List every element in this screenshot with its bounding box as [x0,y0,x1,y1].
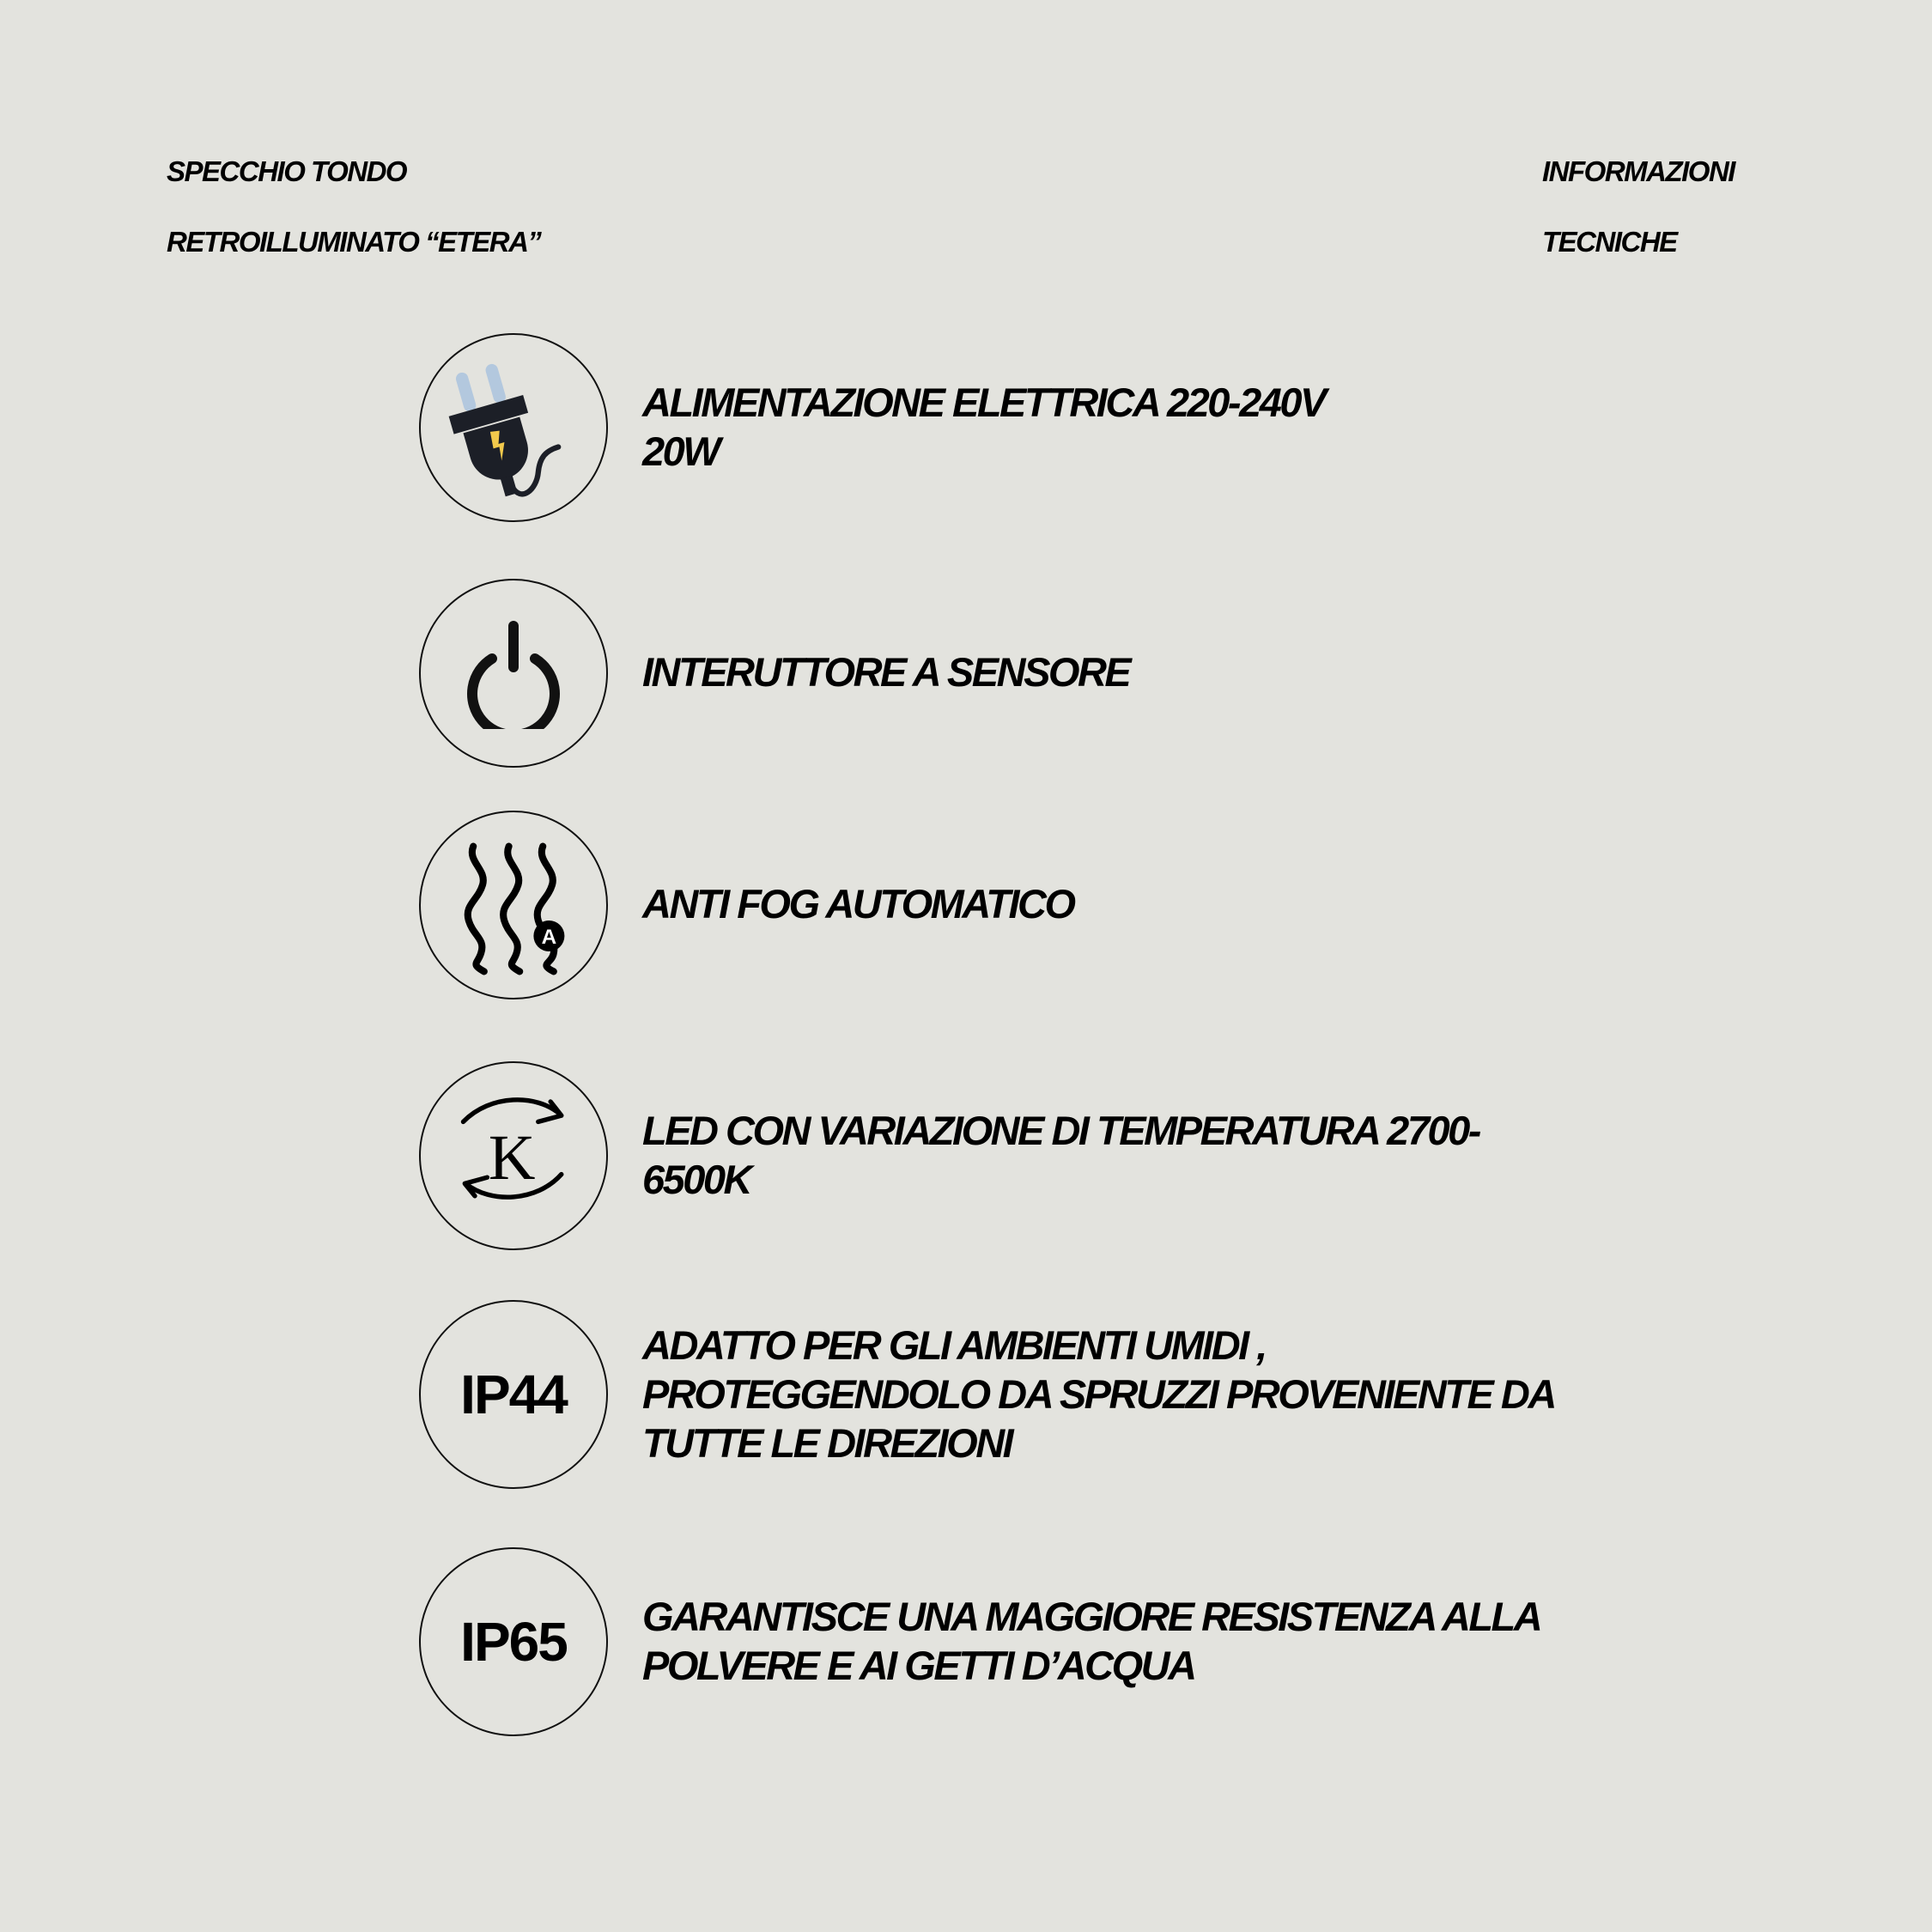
feature-text-line1: ADATTO PER GLI AMBIENTI UMIDI , [642,1322,1266,1368]
section-title-line2: TECNICHE [1542,226,1677,258]
product-title-line1: SPECCHIO TONDO [167,155,407,187]
icon-circle [419,333,608,522]
section-title [1542,118,1735,295]
feature-text-line3: TUTTE LE DIREZIONI [642,1420,1012,1466]
feature-text-line1: GARANTISCE UNA MAGGIORE RESISTENZA ALLA [642,1594,1541,1639]
feature-text [642,1106,1673,1204]
feature-text [642,879,1673,928]
plug-icon [421,333,606,522]
feature-ip44 [419,1300,1707,1492]
feature-touch-switch [419,579,1707,771]
color-temperature-icon [421,1061,606,1250]
feature-ip65 [419,1547,1707,1740]
icon-circle [419,811,608,999]
icon-circle [419,579,608,768]
feature-text-line2: POLVERE E AI GETTI D’ACQUA [642,1643,1195,1688]
power-icon [458,617,569,729]
feature-text-line1: ANTI FOG AUTOMATICO [642,881,1074,927]
feature-text [642,378,1673,476]
ip44-icon: IP44 [460,1364,567,1425]
auto-badge-letter: A [541,926,557,949]
feature-text-line2: PROTEGGENDOLO DA SPRUZZI PROVENIENTE DA [642,1371,1555,1417]
feature-text-line2: 6500K [642,1157,750,1202]
feature-anti-fog [419,811,1707,1003]
feature-color-temperature [419,1061,1707,1254]
feature-text-line1: ALIMENTAZIONE ELETTRICA 220-240V [642,380,1325,425]
anti-fog-icon [421,811,606,999]
kelvin-letter: K [488,1122,536,1194]
feature-power-supply [419,333,1707,526]
feature-text-line1: INTERUTTORE A SENSORE [642,649,1130,695]
feature-text-line2: 20W [642,428,720,474]
icon-circle [419,1061,608,1250]
feature-text [642,1321,1673,1467]
product-title-line2: RETROILLUMINATO “ETERA” [167,226,541,258]
ip65-icon: IP65 [460,1611,567,1673]
section-title-line1: INFORMAZIONI [1542,155,1735,187]
feature-text [642,647,1673,696]
feature-text-line1: LED CON VARIAZIONE DI TEMPERATURA 2700- [642,1108,1479,1153]
icon-circle [419,1547,608,1736]
product-title [167,118,540,295]
feature-text [642,1592,1673,1690]
icon-circle [419,1300,608,1489]
